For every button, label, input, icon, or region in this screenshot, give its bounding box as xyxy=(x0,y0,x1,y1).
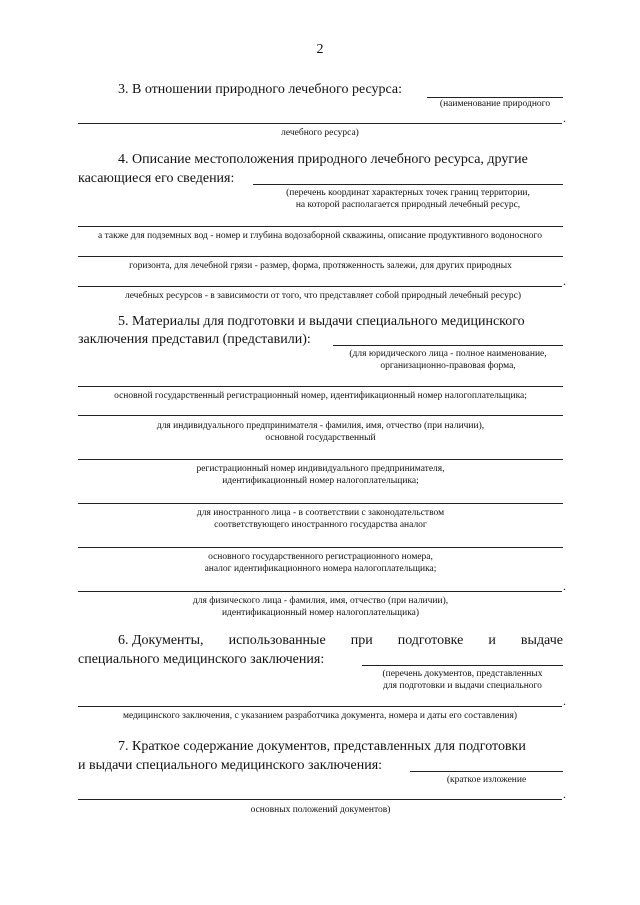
section-4-hint-1: (перечень координат характерных точек границ территории, xyxy=(286,188,530,198)
section-3-hint-1: (наименование природного xyxy=(439,99,551,109)
section-5-line-1: 5. Материалы для подготовки и выдачи специального медицинского xyxy=(118,314,525,329)
section-5-hint-10: основного государственного регистрационного номера, xyxy=(208,552,433,562)
section-5-hint-7: идентификационный номер налогоплательщика; xyxy=(222,476,419,486)
section-7-hint-1: (краткое изложение xyxy=(446,775,527,785)
section-6-word: использованные xyxy=(228,633,326,648)
section-7-hint-2: основных положений документов) xyxy=(250,805,391,815)
section-3-field-line-2 xyxy=(78,123,562,124)
section-3-hint-2: лечебного ресурса) xyxy=(281,128,359,138)
section-5-hint-6: регистрационный номер индивидуального предпринимателя, xyxy=(196,464,445,474)
section-6-hint-1: (перечень документов, представленных xyxy=(382,669,543,679)
section-4-hint-5: лечебных ресурсов - в зависимости от того, что представляет собой природный лечебный ресурс) xyxy=(124,291,522,301)
section-6-field-line-1 xyxy=(362,665,563,666)
section-5-hint-1: (для юридического лица - полное наименование, xyxy=(349,349,547,359)
section-3-label: 3. В отношении природного лечебного ресурса: xyxy=(118,82,403,97)
section-5-field-line-7 xyxy=(78,591,562,592)
section-4-hint-2: на которой располагается природный лечебный ресурс, xyxy=(295,200,521,210)
section-5-hint-5: основной государственный xyxy=(265,433,376,443)
line-end-dot: . xyxy=(563,579,566,593)
section-4-line-1: 4. Описание местоположения природного лечебного ресурса, другие xyxy=(118,152,528,167)
page-number: 2 xyxy=(316,42,324,57)
section-5-field-line-6 xyxy=(78,547,563,548)
section-6-hint-2: для подготовки и выдачи специального xyxy=(383,681,542,691)
section-6-word: и xyxy=(488,633,496,648)
section-5-hint-4: для индивидуального предпринимателя - фамилия, имя, отчество (при наличии), xyxy=(156,421,485,431)
section-6-field-line-2 xyxy=(78,706,562,707)
section-5-hint-2: организационно-правовая форма, xyxy=(380,361,516,371)
section-7-field-line-2 xyxy=(78,799,562,800)
section-4-field-line-4 xyxy=(78,286,562,287)
section-5-hint-12: для физического лица - фамилия, имя, отчество (при наличии), xyxy=(192,596,449,606)
section-6-word: при xyxy=(350,633,373,648)
section-4-field-line-1 xyxy=(253,184,563,185)
section-6-line-1 xyxy=(118,632,563,650)
section-7-line-2: и выдачи специального медицинского заключения: xyxy=(78,758,383,773)
section-4-hint-3: а также для подземных вод - номер и глубина водозаборной скважины, описание продуктивного водоносного xyxy=(98,231,542,241)
section-5-hint-3: основной государственный регистрационный номер, идентификационный номер налогоплательщика; xyxy=(114,391,527,401)
section-5-field-line-3 xyxy=(78,415,563,416)
section-6-hint-3: медицинского заключения, с указанием разработчика документа, номера и даты его составления) xyxy=(122,711,518,721)
section-5-hint-9: соответствующего иностранного государства аналог xyxy=(214,520,427,530)
line-end-dot: . xyxy=(563,787,566,801)
section-5-hint-13: идентификационный номер налогоплательщика) xyxy=(221,608,420,618)
section-5-field-line-5 xyxy=(78,503,563,504)
section-7-field-line-1 xyxy=(410,771,563,772)
line-end-dot: . xyxy=(563,274,566,288)
section-6-word: выдаче xyxy=(520,633,563,648)
section-4-hint-4: горизонта, для лечебной грязи - размер, форма, протяженность залежи, для других природных xyxy=(129,261,512,271)
section-7-line-1: 7. Краткое содержание документов, представленных для подготовки xyxy=(118,739,526,754)
section-5-hint-11: аналог идентификационного номера налогоплательщика; xyxy=(204,564,437,574)
line-end-dot: . xyxy=(563,111,566,125)
line-end-dot: . xyxy=(563,694,566,708)
section-5-hint-8: для иностранного лица - в соответствии с законодательством xyxy=(196,508,445,518)
section-6-word: 6. Документы, xyxy=(118,633,204,648)
section-4-field-line-2 xyxy=(78,226,563,227)
section-6-line-2: специального медицинского заключения: xyxy=(78,652,325,667)
section-5-field-line-1 xyxy=(333,345,563,346)
section-4-field-line-3 xyxy=(78,256,563,257)
section-5-field-line-4 xyxy=(78,459,563,460)
section-5-line-2: заключения представил (представили): xyxy=(78,332,311,347)
section-5-field-line-2 xyxy=(78,386,563,387)
section-6-word: подготовке xyxy=(397,633,464,648)
section-4-line-2: касающиеся его сведения: xyxy=(78,171,235,186)
